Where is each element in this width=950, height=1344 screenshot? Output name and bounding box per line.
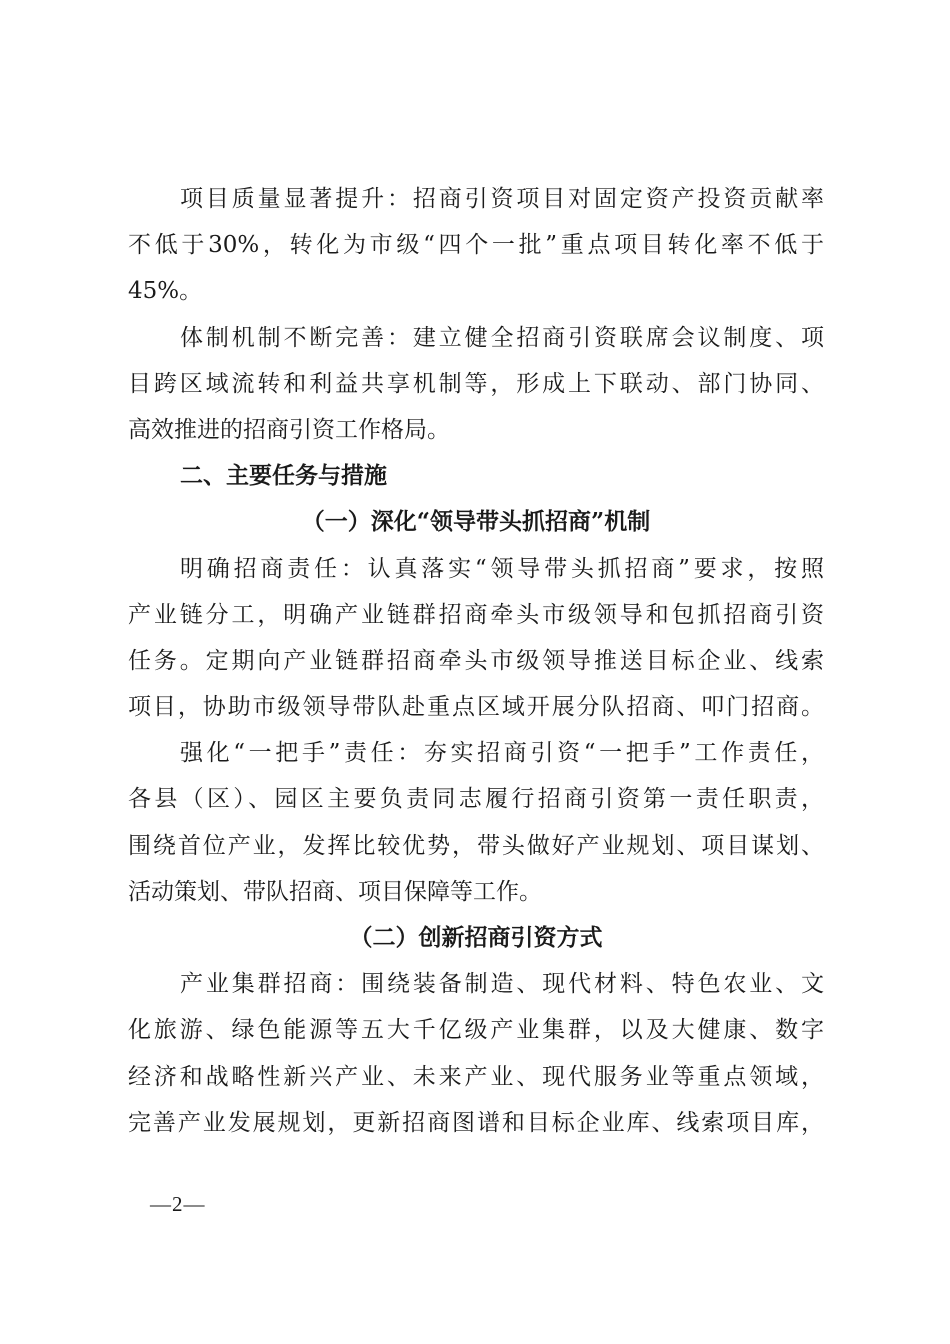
paragraph-line: 项目，协助市级领导带队赴重点区域开展分队招商、叩门招商。 [128, 694, 824, 721]
paragraph-line: 活动策划、带队招商、项目保障等工作。 [128, 878, 542, 905]
paragraph-line: 体制机制不断完善：建立健全招商引资联席会议制度、项 [180, 324, 824, 351]
paragraph-line: 高效推进的招商引资工作格局。 [128, 416, 450, 443]
paragraph-line: 各县（区）、园区主要负责同志履行招商引资第一责任职责， [128, 786, 824, 813]
paragraph-line: 围绕首位产业，发挥比较优势，带头做好产业规划、项目谋划、 [128, 832, 824, 859]
paragraph-line: 任务。定期向产业链群招商牵头市级领导推送目标企业、线索 [128, 647, 824, 674]
subsection-heading: （一）深化“领导带头抓招商”机制 [301, 508, 651, 536]
paragraph-line: 经济和战略性新兴产业、未来产业、现代服务业等重点领域， [128, 1063, 824, 1090]
paragraph-line: 明确招商责任：认真落实“领导带头抓招商”要求，按照 [180, 555, 824, 582]
paragraph-line: 产业集群招商：围绕装备制造、现代材料、特色农业、文 [180, 971, 824, 998]
paragraph-line: 强化“一把手”责任：夯实招商引资“一把手”工作责任， [180, 740, 824, 767]
paragraph-line: 完善产业发展规划，更新招商图谱和目标企业库、线索项目库， [128, 1109, 824, 1136]
paragraph-line: 不低于30%，转化为市级“四个一批”重点项目转化率不低于 [128, 232, 824, 259]
paragraph-line: 化旅游、绿色能源等五大千亿级产业集群，以及大健康、数字 [128, 1017, 824, 1044]
document-body [128, 176, 824, 1146]
paragraph-line: 产业链分工，明确产业链群招商牵头市级领导和包抓招商引资 [128, 601, 824, 628]
paragraph-line: 目跨区域流转和利益共享机制等，形成上下联动、部门协同、 [128, 370, 824, 397]
page-number: —2— [150, 1192, 206, 1216]
subsection-heading: （二）创新招商引资方式 [349, 924, 603, 951]
paragraph-line: 项目质量显著提升：招商引资项目对固定资产投资贡献率 [180, 186, 824, 212]
paragraph-line: 45%。 [128, 278, 203, 305]
section-heading: 二、主要任务与措施 [180, 463, 387, 490]
